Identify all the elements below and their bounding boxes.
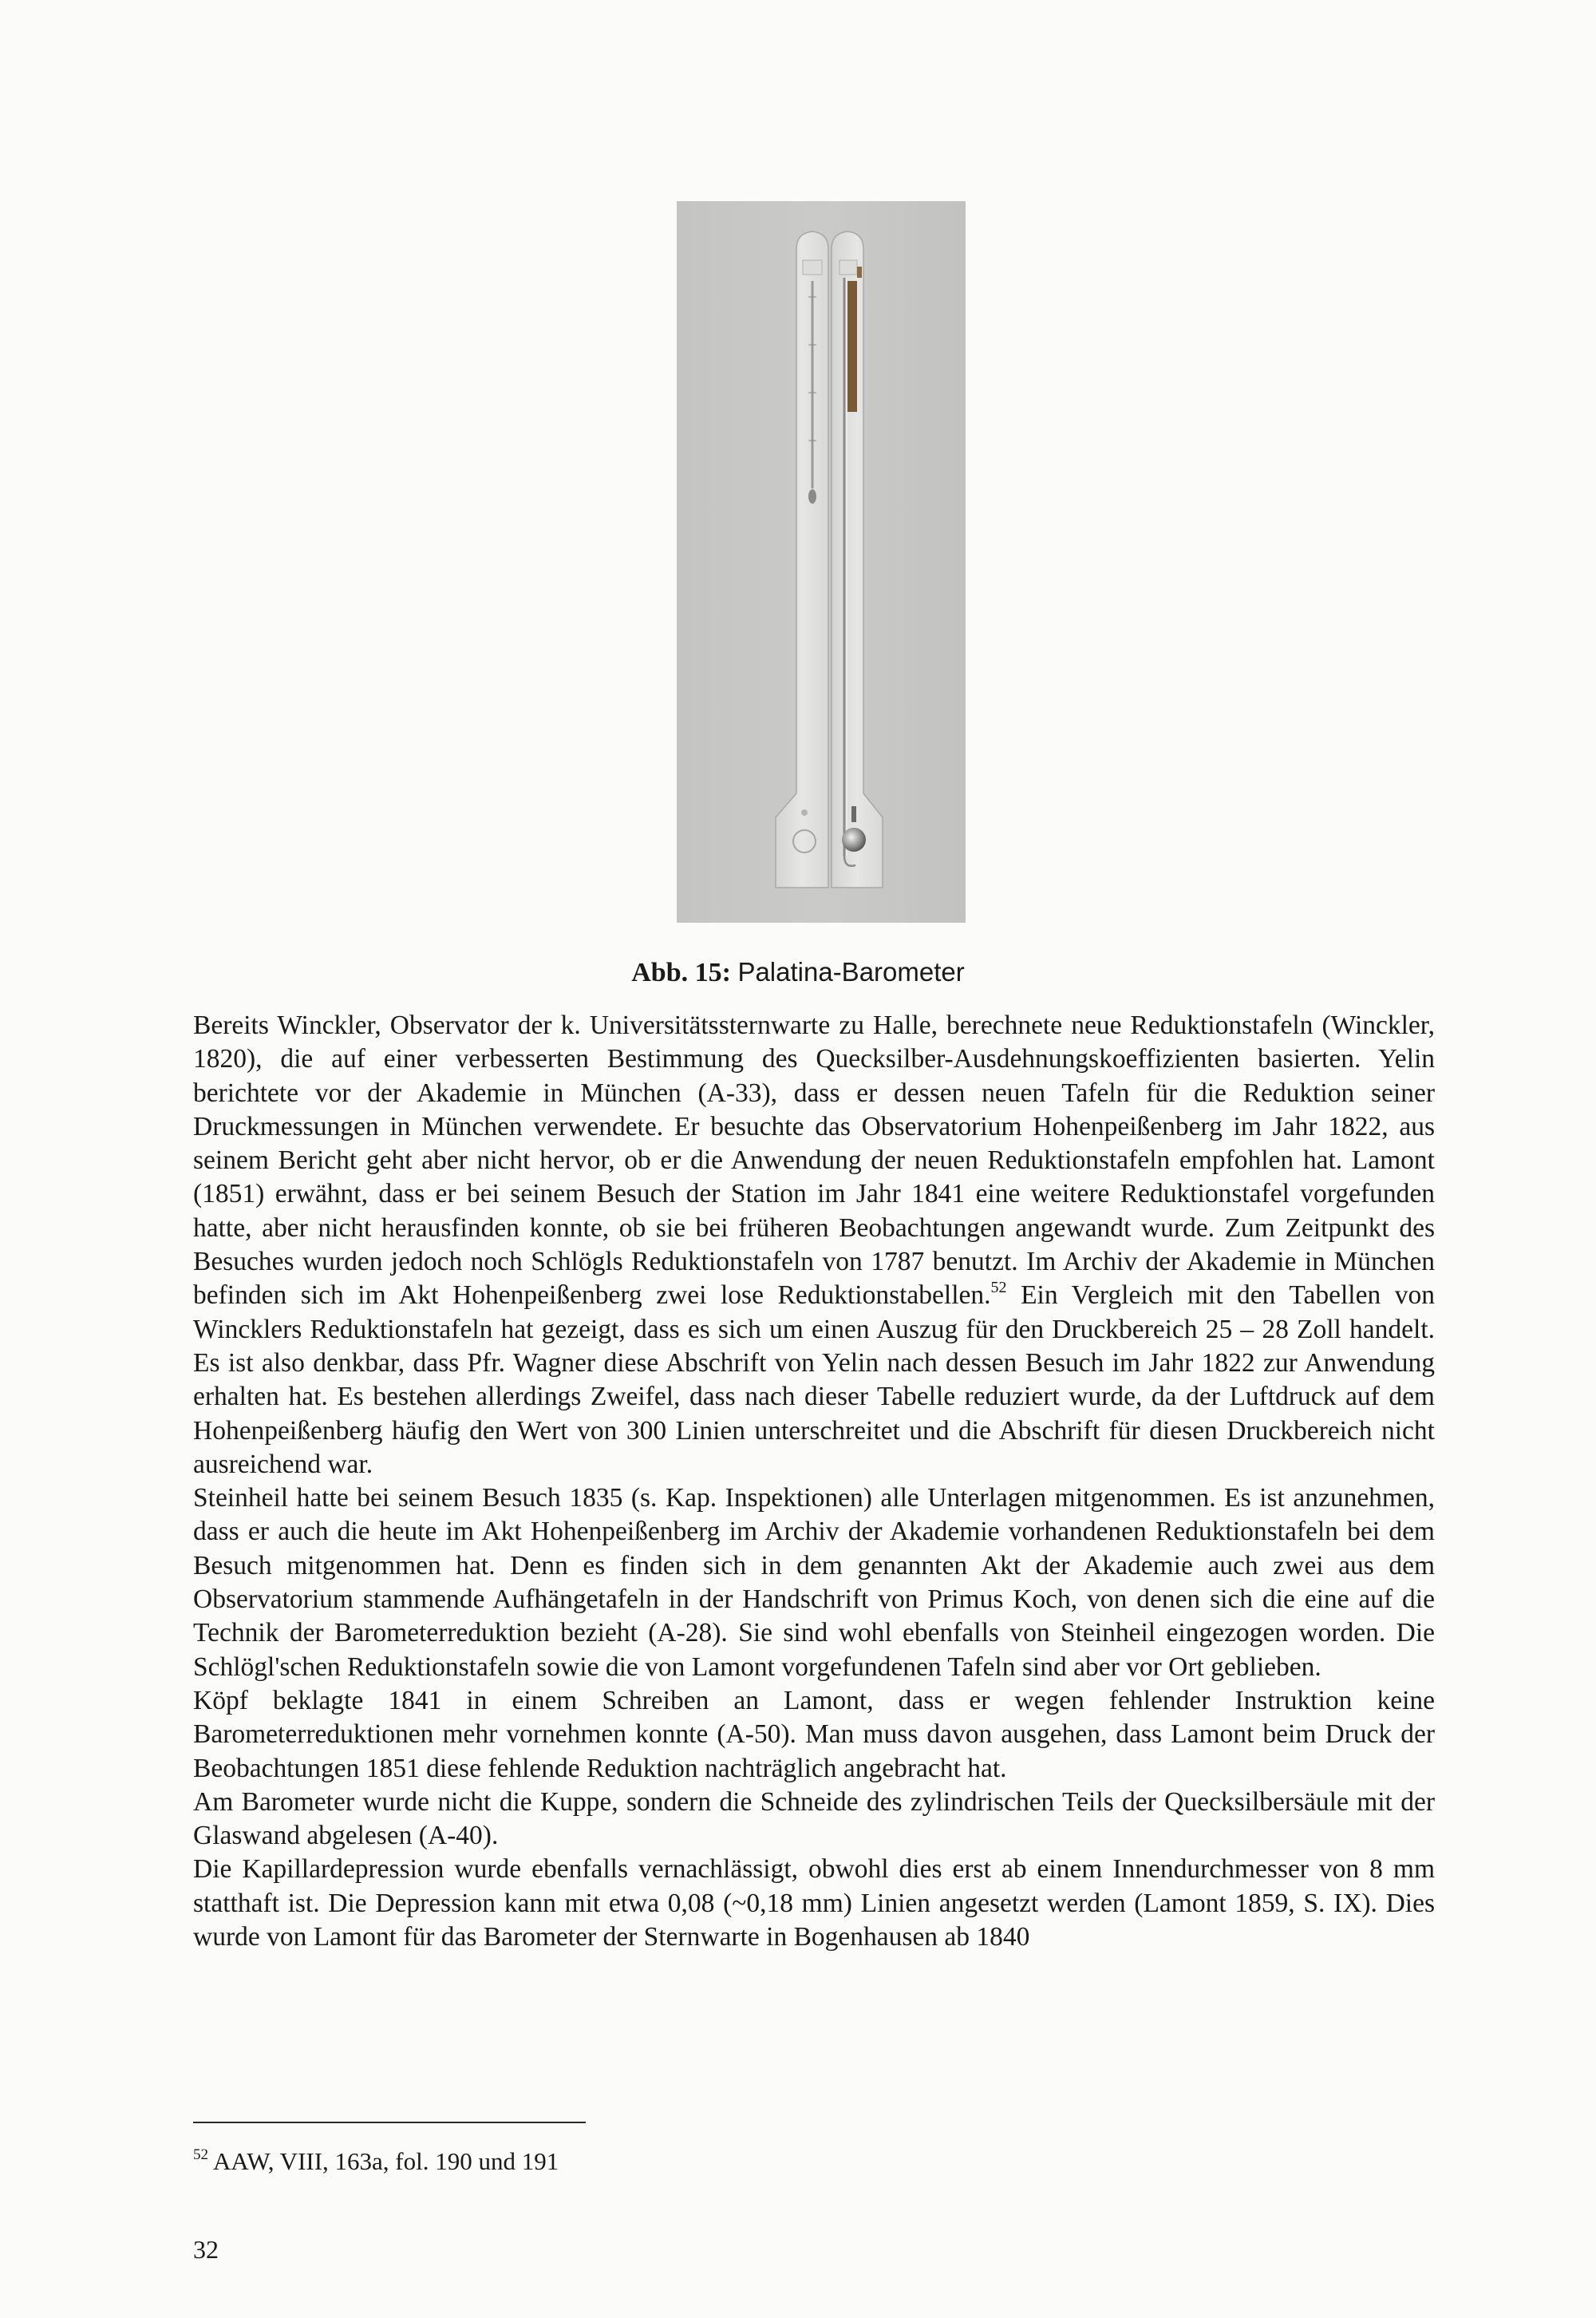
paragraph-text: Bereits Winckler, Observator der k. Universitätssternwarte zu Halle, berechnete neue Reduktionstafeln (Winckler, 1820), die auf einer verbesserten Bestimmung des Quecksilber-Ausdehnungskoeffizienten basierten. Yelin berichtete vor der Akademie in München (A-33), dass er dessen neuen Tafeln für die Reduktion seiner Druckmessungen in München verwendete. Er besuchte das Observatorium Hohenpeißenberg im Jahr 1822, aus seinem Bericht geht aber nicht hervor, ob er die Anwendung der neuen Reduktionstafeln empfohlen hat. Lamont (1851) erwähnt, dass er bei seinem Besuch der Station im Jahr 1841 eine weitere Reduktionstafel vorgefunden hatte, aber nicht herausfinden konnte, ob sie bei früheren Beobachtungen angewandt wurde. Zum Zeitpunkt des Besuches wurden jedoch noch Schlögls Reduktionstafeln von 1787 benutzt. Im Archiv der Akademie in München befinden sich im Akt Hohenpeißenberg zwei lose Reduktionstabellen. xyxy=(193,1011,1435,1311)
barometer-figure xyxy=(677,201,966,923)
footnote-text: AAW, VIII, 163a, fol. 190 und 191 xyxy=(208,2147,559,2175)
paragraph: Köpf beklagte 1841 in einem Schreiben an Lamont, dass er wegen fehlender Instruktion keine Barometerreduktionen mehr vornehmen konnte (A-50). Man muss davon ausgehen, dass Lamont beim Druck der Beobachtungen 1851 diese fehlende Reduktion nachträglich angebracht hat. xyxy=(193,1685,1435,1783)
paragraph: Steinheil hatte bei seinem Besuch 1835 (s. Kap. Inspektionen) alle Unterlagen mitgenommen. Es ist anzunehmen, dass er auch die heute im Akt Hohenpeißenberg im Archiv der Akademie vorhandenen Reduktionstafeln bei dem Besuch mitgenommen hat. Denn es finden sich in dem genannten Akt der Akademie auch zwei aus dem Observatorium stammende Aufhängetafeln in der Handschrift von Primus Koch, von denen sich die eine auf die Technik der Barometerreduktion bezieht (A-28). Sie sind wohl ebenfalls von Steinheil eingezogen worden. Die Schlögl'schen Reduktionstafeln sowie die von Lamont vorgefundenen Tafeln sind aber vor Ort geblieben. xyxy=(193,1483,1435,1682)
figure-caption xyxy=(0,955,1596,991)
paragraph: Die Kapillardepression wurde ebenfalls vernachlässigt, obwohl dies erst ab einem Innendurchmesser von 8 mm statthaft ist. Die Depression kann mit etwa 0,08 (~0,18 mm) Linien angesetzt werden (Lamont 1859, S. IX). Dies wurde von Lamont für das Barometer der Sternwarte in Bogenhausen ab 1840 xyxy=(193,1854,1435,1952)
footnote-divider xyxy=(193,2122,586,2123)
footnote-number: 52 xyxy=(193,2146,208,2163)
barometer-photo xyxy=(677,201,966,923)
footnote xyxy=(193,2146,559,2178)
page-number: 32 xyxy=(193,2235,219,2264)
footnote-reference: 52 xyxy=(990,1279,1007,1297)
paragraph: Am Barometer wurde nicht die Kuppe, sondern die Schneide des zylindrischen Teils der Quecksilbersäule mit der Glaswand abgelesen (A-40). xyxy=(193,1786,1435,1851)
figure-caption-text: Palatina-Barometer xyxy=(737,957,965,987)
figure-label: Abb. 15: xyxy=(631,958,731,987)
paragraph-text: Ein Vergleich mit den Tabellen von Wincklers Reduktionstafeln hat gezeigt, dass es sich um einen Auszug für den Druckbereich 25 – 28 Zoll handelt. Es ist also denkbar, dass Pfr. Wagner diese Abschrift von Yelin nach dessen Besuch im Jahr 1822 zur Anwendung erhalten hat. Es bestehen allerdings Zweifel, dass nach dieser Tabelle reduziert wurde, da der Luftdruck auf dem Hohenpeißenberg häufig den Wert von 300 Linien unterschreitet und die Abschrift für diesen Druckbereich nicht ausreichend war. xyxy=(193,1280,1435,1479)
paragraph xyxy=(193,1009,1435,1481)
body-text xyxy=(193,1009,1435,1954)
